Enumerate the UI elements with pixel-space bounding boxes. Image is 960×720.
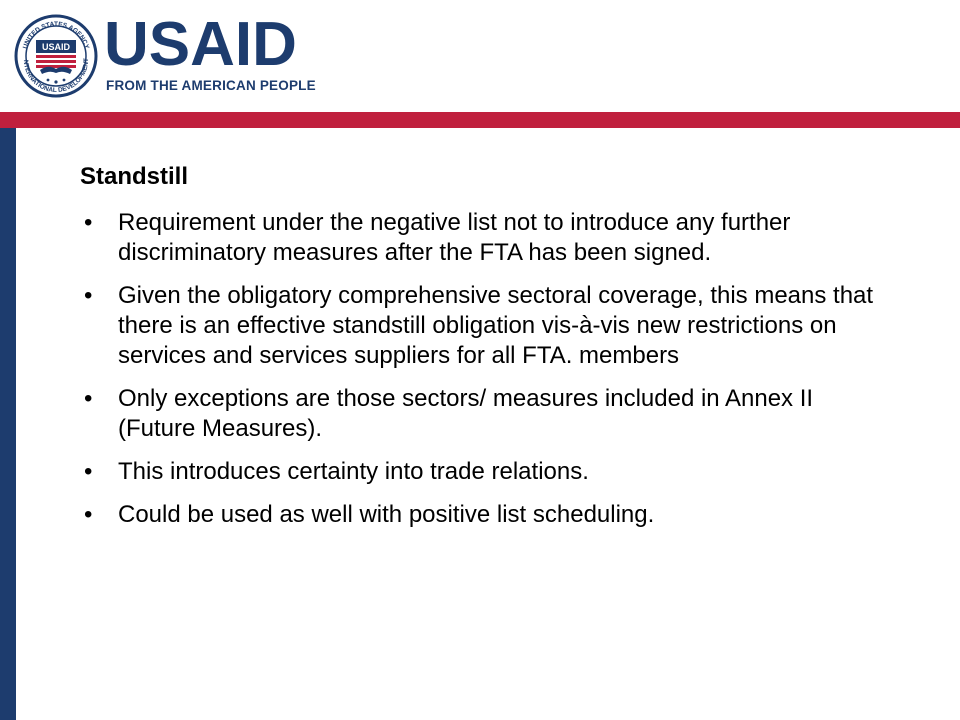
svg-text:USAID: USAID <box>41 42 71 52</box>
usaid-wordmark <box>104 12 316 94</box>
bullet-item <box>80 457 880 487</box>
svg-text:INTERNATIONAL DEVELOPMENT: NTERNATIONAL DEVELOPMENT <box>21 58 91 95</box>
bullet-list <box>80 208 880 530</box>
svg-text:UNITED STATES AGENCY: UNITED STATES AGENCY <box>21 21 91 50</box>
bullet-item <box>80 384 880 444</box>
slide-title: Standstill <box>80 163 189 190</box>
bullet-text: Could be used as well with positive list scheduling. <box>118 501 655 528</box>
header <box>0 0 960 112</box>
bullet-text: Given the obligatory comprehensive sectoral coverage, this means that there is an effective standstill obligation vis-à-vis new restrictions on services and services suppliers for all FTA. members <box>118 282 874 369</box>
bullet-text: Requirement under the negative list not to introduce any further discriminatory measures after the FTA has been signed. <box>118 209 791 266</box>
logo-word: USAID <box>104 10 297 79</box>
bullet-dot-icon: • <box>84 282 93 309</box>
bullet-dot-icon: • <box>84 209 93 236</box>
bullet-item <box>80 281 880 371</box>
slide-content <box>80 162 880 543</box>
bullet-dot-icon: • <box>84 501 93 528</box>
bullet-item <box>80 500 880 530</box>
header-divider-bar <box>0 112 960 128</box>
bullet-text: Only exceptions are those sectors/ measures included in Annex II (Future Measures). <box>118 385 814 442</box>
usaid-seal-icon <box>14 14 98 98</box>
logo-tagline: FROM THE AMERICAN PEOPLE <box>106 78 316 93</box>
bullet-dot-icon: • <box>84 458 93 485</box>
side-accent-bar <box>0 128 16 720</box>
bullet-dot-icon: • <box>84 385 93 412</box>
bullet-item <box>80 208 880 268</box>
bullet-text: This introduces certainty into trade relations. <box>118 458 589 485</box>
